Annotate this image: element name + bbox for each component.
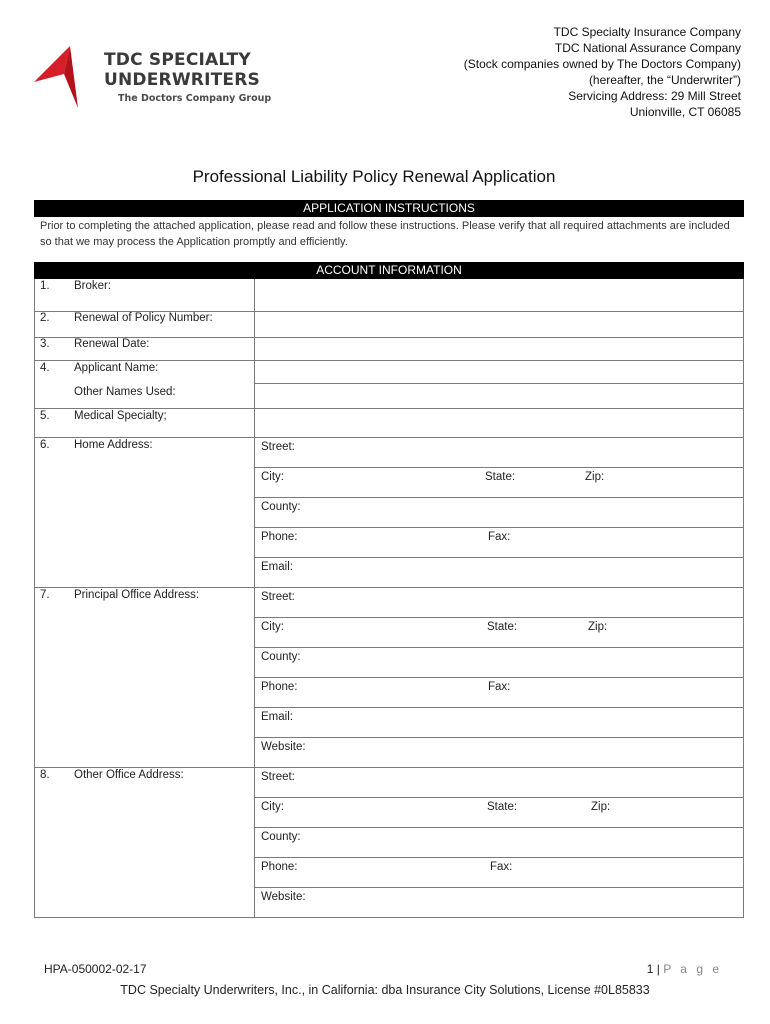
principal-fax-field[interactable]: Fax: xyxy=(488,681,511,693)
item-number: 2. xyxy=(40,312,50,324)
logo-tagline: The Doctors Company Group xyxy=(118,93,272,104)
company-line: (hereafter, the “Underwriter”) xyxy=(588,73,741,87)
item-number: 3. xyxy=(40,338,50,350)
renewal-date-input[interactable] xyxy=(255,338,743,360)
item-number: 6. xyxy=(40,439,50,451)
home-street-field[interactable]: Street: xyxy=(261,441,295,453)
principal-county-field[interactable]: County: xyxy=(261,651,301,663)
company-line: Unionville, CT 06085 xyxy=(629,105,741,119)
principal-website-field[interactable]: Website: xyxy=(261,741,306,753)
home-phone-field[interactable]: Phone: xyxy=(261,531,298,543)
other-names-input[interactable] xyxy=(255,384,743,408)
account-information-table xyxy=(34,279,744,918)
page-word: P a g e xyxy=(663,962,722,976)
principal-office-label: Principal Office Address: xyxy=(74,589,200,601)
other-phone-field[interactable]: Phone: xyxy=(261,861,298,873)
form-code: HPA-050002-02-17 xyxy=(44,962,147,976)
other-city-field[interactable]: City: xyxy=(261,801,284,813)
other-office-label: Other Office Address: xyxy=(74,769,184,781)
company-line: TDC National Assurance Company xyxy=(554,41,741,55)
company-line: Servicing Address: 29 Mill Street xyxy=(568,89,741,103)
company-logo xyxy=(34,44,272,110)
home-address-label: Home Address: xyxy=(74,439,153,451)
page-indicator xyxy=(647,962,722,976)
home-zip-field[interactable]: Zip: xyxy=(585,471,605,483)
broker-input[interactable] xyxy=(255,280,743,311)
medical-specialty-label: Medical Specialty; xyxy=(74,410,167,422)
principal-state-field[interactable]: State: xyxy=(487,621,518,633)
principal-phone-field[interactable]: Phone: xyxy=(261,681,298,693)
logo-text-line1: TDC SPECIALTY xyxy=(104,50,251,70)
logo-text-line2: UNDERWRITERS xyxy=(104,70,260,90)
home-county-field[interactable]: County: xyxy=(261,501,301,513)
home-fax-field[interactable]: Fax: xyxy=(488,531,511,543)
applicant-name-label: Applicant Name: xyxy=(74,362,159,374)
principal-email-field[interactable]: Email: xyxy=(261,711,293,723)
medical-specialty-input[interactable] xyxy=(255,409,743,437)
item-number: 5. xyxy=(40,410,50,422)
principal-street-field[interactable]: Street: xyxy=(261,591,295,603)
account-information-header: ACCOUNT INFORMATION xyxy=(34,262,744,279)
principal-zip-field[interactable]: Zip: xyxy=(588,621,608,633)
home-email-field[interactable]: Email: xyxy=(261,561,293,573)
company-address-block xyxy=(464,24,741,120)
item-number: 8. xyxy=(40,769,50,781)
home-state-field[interactable]: State: xyxy=(485,471,516,483)
other-zip-field[interactable]: Zip: xyxy=(591,801,611,813)
principal-city-field[interactable]: City: xyxy=(261,621,284,633)
item-number: 4. xyxy=(40,362,50,374)
logo-mark-icon xyxy=(34,46,100,108)
other-website-field[interactable]: Website: xyxy=(261,891,306,903)
company-line: (Stock companies owned by The Doctors Company) xyxy=(463,57,741,71)
other-fax-field[interactable]: Fax: xyxy=(490,861,513,873)
other-county-field[interactable]: County: xyxy=(261,831,301,843)
item-number: 1. xyxy=(40,280,50,292)
license-footer: TDC Specialty Underwriters, Inc., in California: dba Insurance City Solutions, License #0L85833 xyxy=(120,983,650,997)
other-names-label: Other Names Used: xyxy=(74,386,176,398)
broker-label: Broker: xyxy=(74,280,112,292)
policy-number-input[interactable] xyxy=(255,312,743,337)
instructions-text: Prior to completing the attached application, please read and follow these instructions. Please verify that all required attachments are included so that we may process the Application promptly and efficiently. xyxy=(40,220,730,248)
applicant-name-input[interactable] xyxy=(255,361,743,383)
instructions-header: APPLICATION INSTRUCTIONS xyxy=(34,200,744,217)
other-state-field[interactable]: State: xyxy=(487,801,518,813)
page-separator: | xyxy=(656,962,660,976)
item-number: 7. xyxy=(40,589,50,601)
company-line: TDC Specialty Insurance Company xyxy=(553,25,741,39)
page-number: 1 xyxy=(646,962,654,976)
policy-number-label: Renewal of Policy Number: xyxy=(74,312,213,324)
home-city-field[interactable]: City: xyxy=(261,471,284,483)
page-title: Professional Liability Policy Renewal Application xyxy=(192,167,556,186)
renewal-date-label: Renewal Date: xyxy=(74,338,150,350)
other-street-field[interactable]: Street: xyxy=(261,771,295,783)
